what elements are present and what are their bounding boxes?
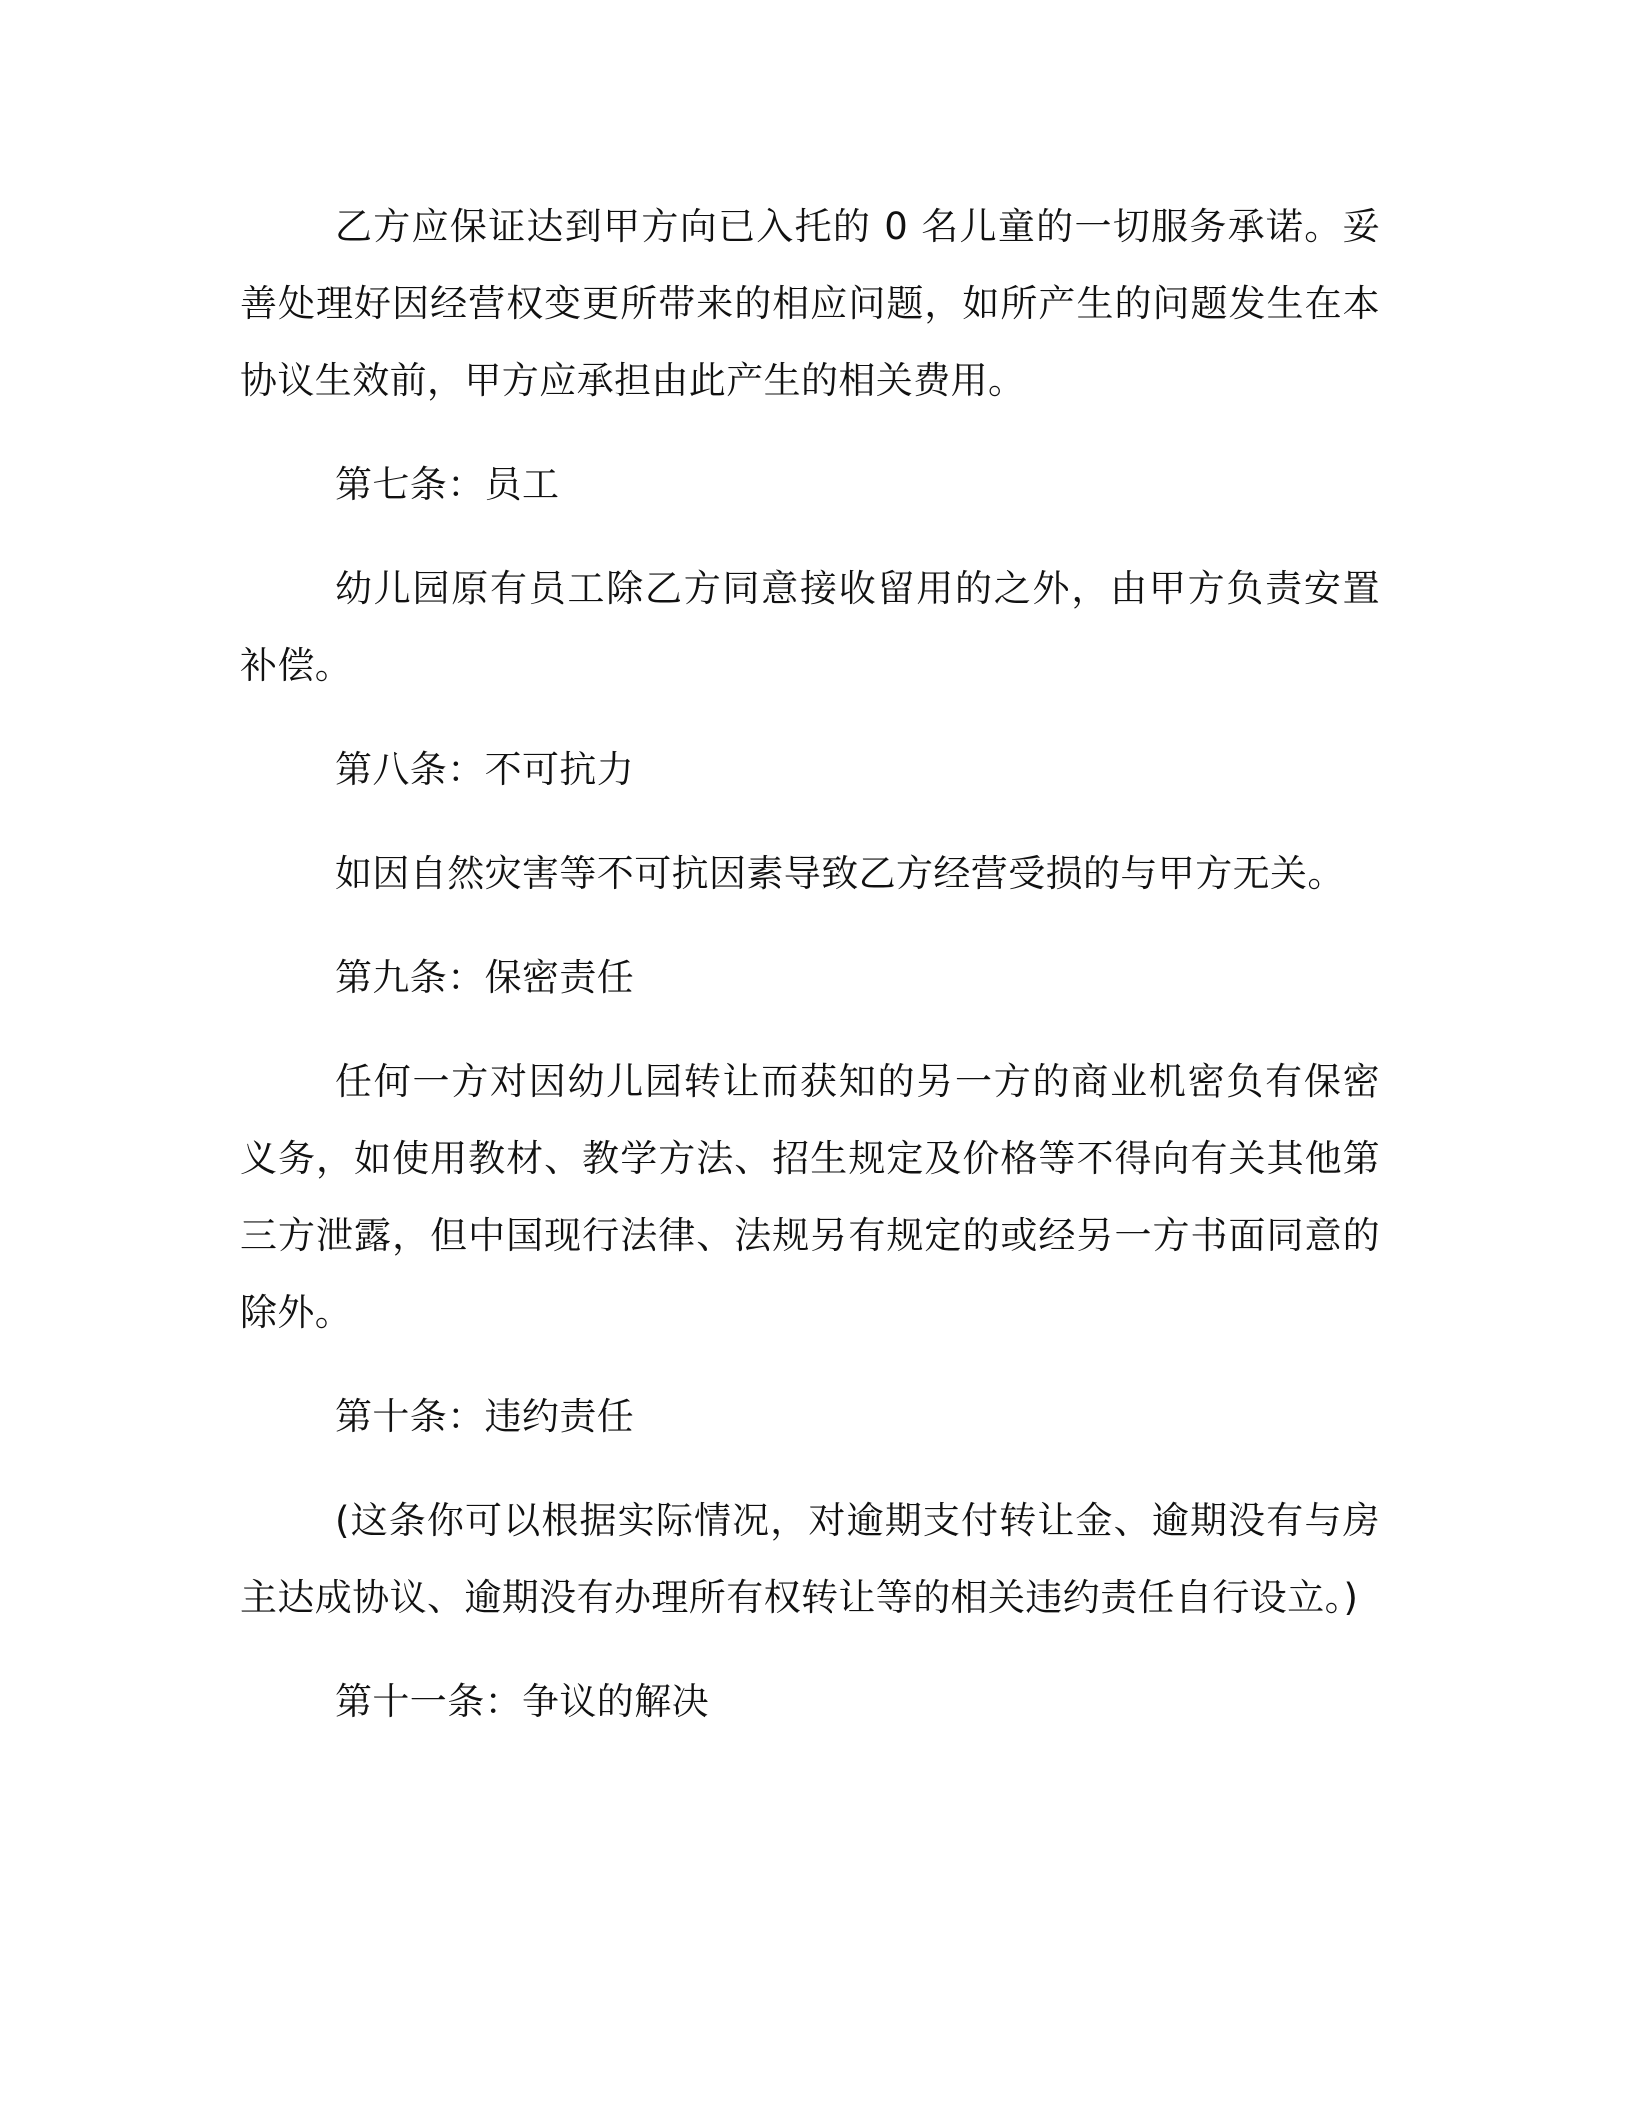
paragraph-employees: 幼儿园原有员工除乙方同意接收留用的之外，由甲方负责安置补偿。 bbox=[240, 567, 1380, 687]
heading-article-8: 第八条：不可抗力 bbox=[335, 748, 635, 791]
heading-article-11: 第十一条：争议的解决 bbox=[335, 1680, 709, 1723]
paragraph-service-commitment: 乙方应保证达到甲方向已入托的 0 名儿童的一切服务承诺。妥善处理好因经营权变更所带来的相应问题，如所产生的问题发生在本协议生效前，甲方应承担由此产生的相关费用。 bbox=[240, 205, 1380, 402]
paragraph-breach-liability: (这条你可以根据实际情况，对逾期支付转让金、逾期没有与房主达成协议、逾期没有办理所有权转让等的相关违约责任自行设立。) bbox=[240, 1499, 1380, 1619]
heading-article-7: 第七条：员工 bbox=[335, 463, 560, 506]
paragraph-confidentiality: 任何一方对因幼儿园转让而获知的另一方的商业机密负有保密义务，如使用教材、教学方法、招生规定及价格等不得向有关其他第三方泄露，但中国现行法律、法规另有规定的或经另一方书面同意的除外。 bbox=[240, 1060, 1380, 1334]
paragraph-force-majeure: 如因自然灾害等不可抗因素导致乙方经营受损的与甲方无关。 bbox=[335, 852, 1345, 895]
heading-article-10: 第十条：违约责任 bbox=[335, 1395, 635, 1438]
document-body bbox=[240, 188, 1380, 1767]
heading-article-9: 第九条：保密责任 bbox=[335, 956, 635, 999]
